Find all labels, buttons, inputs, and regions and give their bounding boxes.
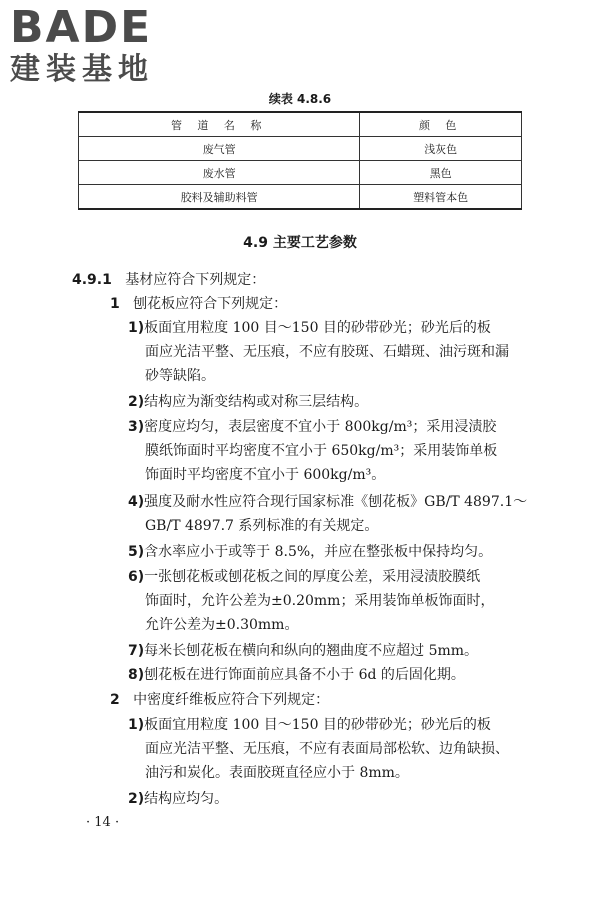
table-header-row xyxy=(79,112,522,137)
para-number: 1) xyxy=(128,717,145,733)
para-text: 每米长刨花板在横向和纵向的翘曲度不应超过 5mm。 xyxy=(144,643,479,659)
item-number: 1 xyxy=(110,296,120,312)
section-title: 4.9 主要工艺参数 xyxy=(243,235,357,251)
para-line xyxy=(128,666,465,684)
para-line: 面应光洁平整、无压痕，不应有胶斑、石蜡斑、油污斑和漏 xyxy=(145,344,509,360)
para-line: 饰面时平均密度不宜小于 600kg/m³。 xyxy=(145,467,386,483)
para-number: 1) xyxy=(128,320,145,336)
para-line xyxy=(128,716,491,734)
table-cell: 黑色 xyxy=(360,161,522,185)
para-text: 板面宜用粒度 100 目～150 目的砂带砂光；砂光后的板 xyxy=(144,320,491,336)
para-line xyxy=(128,493,527,511)
para-line xyxy=(128,319,491,337)
clause-text: 基材应符合下列规定： xyxy=(125,272,266,288)
pipe-color-table xyxy=(78,111,522,210)
item-text: 中密度纤维板应符合下列规定： xyxy=(133,692,330,708)
para-line: 面应光洁平整、无压痕，不应有表面局部松软、边角缺损、 xyxy=(145,741,509,757)
logo xyxy=(10,4,180,94)
table-row xyxy=(79,137,522,161)
table-row xyxy=(79,185,522,210)
para-line: GB/T 4897.7 系列标准的有关规定。 xyxy=(145,518,379,534)
para-number: 4) xyxy=(128,494,145,510)
para-text: 密度应均匀，表层密度不宜小于 800kg/m³；采用浸渍胶 xyxy=(144,419,497,435)
para-number: 3) xyxy=(128,419,145,435)
table-cell: 废水管 xyxy=(79,161,360,185)
para-text: 板面宜用粒度 100 目～150 目的砂带砂光；砂光后的板 xyxy=(144,717,491,733)
para-text: 含水率应小于或等于 8.5%，并应在整张板中保持均匀。 xyxy=(144,544,493,560)
table-cell: 胶料及辅助料管 xyxy=(79,185,360,210)
para-text: 结构应为渐变结构或对称三层结构。 xyxy=(144,394,369,410)
para-line: 膜纸饰面时平均密度不宜小于 650kg/m³；采用装饰单板 xyxy=(145,443,498,459)
para-number: 6) xyxy=(128,569,145,585)
para-text: 强度及耐水性应符合现行国家标准《刨花板》GB/T 4897.1～ xyxy=(144,494,528,510)
item-line xyxy=(110,691,329,709)
logo-brand: BADE xyxy=(10,2,153,53)
para-number: 5) xyxy=(128,544,145,560)
para-line: 允许公差为±0.30mm。 xyxy=(145,617,299,633)
item-line xyxy=(110,295,287,313)
page-number: · 14 · xyxy=(86,815,120,830)
table-title: 续表 4.8.6 xyxy=(268,92,332,106)
para-line xyxy=(128,568,480,586)
para-text: 结构应均匀。 xyxy=(144,791,229,807)
para-line: 油污和炭化。表面胶斑直径应小于 8mm。 xyxy=(145,765,409,781)
para-line xyxy=(128,543,492,561)
item-number: 2 xyxy=(110,692,120,708)
clause-line xyxy=(72,271,265,289)
para-number: 2) xyxy=(128,791,145,807)
para-line xyxy=(128,418,496,436)
header-color: 颜 色 xyxy=(360,112,522,137)
clause-number: 4.9.1 xyxy=(72,272,112,288)
para-line: 饰面时，允许公差为±0.20mm；采用装饰单板饰面时， xyxy=(145,593,495,609)
table-cell: 塑料管本色 xyxy=(360,185,522,210)
para-line xyxy=(128,790,228,808)
para-number: 8) xyxy=(128,667,145,683)
header-pipe-name: 管 道 名 称 xyxy=(79,112,360,137)
table-row xyxy=(79,161,522,185)
table-cell: 浅灰色 xyxy=(360,137,522,161)
item-text: 刨花板应符合下列规定： xyxy=(133,296,288,312)
para-number: 2) xyxy=(128,394,145,410)
para-number: 7) xyxy=(128,643,145,659)
logo-subtitle: 建装基地 xyxy=(10,52,154,87)
para-line: 砂等缺陷。 xyxy=(145,368,215,384)
para-line xyxy=(128,393,368,411)
para-text: 一张刨花板或刨花板之间的厚度公差，采用浸渍胶膜纸 xyxy=(144,569,481,585)
para-text: 刨花板在进行饰面前应具备不小于 6d 的后固化期。 xyxy=(144,667,465,683)
table-cell: 废气管 xyxy=(79,137,360,161)
para-line xyxy=(128,642,478,660)
